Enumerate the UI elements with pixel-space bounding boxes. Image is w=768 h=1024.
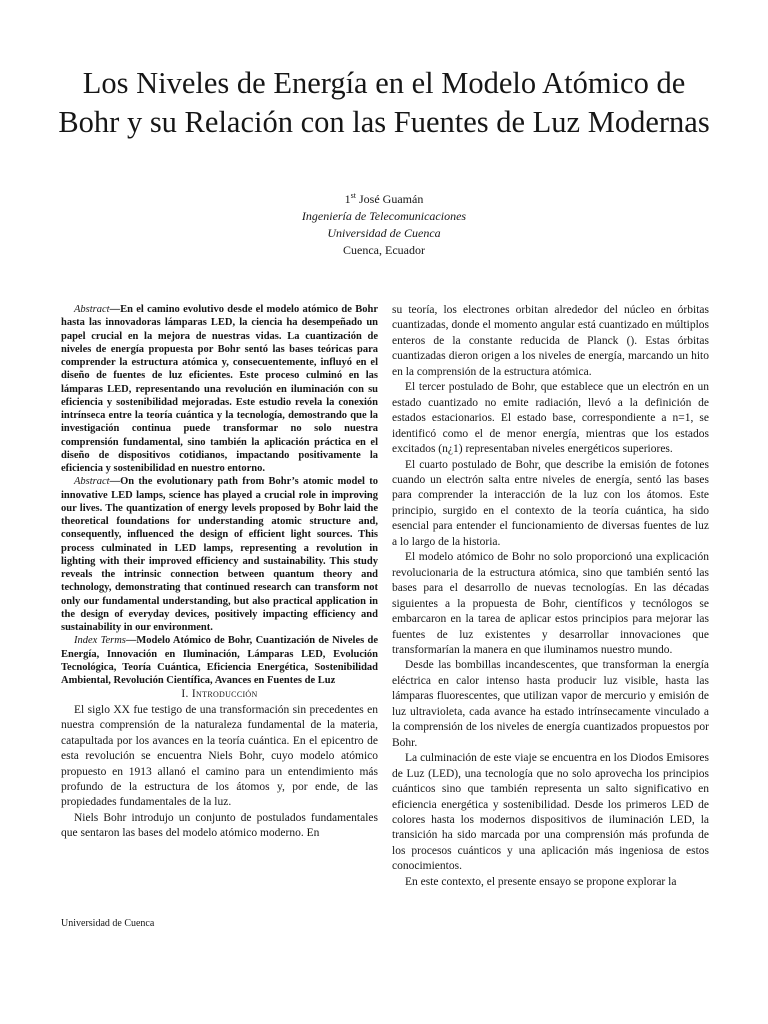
author-name-line (184, 191, 584, 208)
body-paragraph: La culminación de este viaje se encuentra en los Diodos Emisores de Luz (LED), una tecnología que no solo aprovecha los principios cuánticos sino que también representa un salto significativo en eficiencia energética y sostenibilidad. Desde los primeros LED de colores hasta los modernos dispositivos de iluminación LED, la transición ha sido marcada por una comprensión más profunda de los procesos cuánticos y una aplicación más ingeniosa de estos conocimientos. (392, 752, 709, 873)
abstracts-block (61, 303, 378, 687)
author-block (184, 191, 584, 259)
body-paragraph: En este contexto, el presente ensayo se propone explorar la (405, 875, 677, 888)
left-column (61, 303, 378, 842)
abstract-english-text: —On the evolutionary path from Bohr’s atomic model to innovative LED lamps, science has played a crucial role in improving our lives. The quantization of energy levels proposed by Bohr laid the theoretical foundations for understanding atomic structure and, consequently, influenced the design of efficient light sources. This process culminated in LED lamps, representing a revolution in lighting with their improved efficiency and sustainability. This study reveals the intrinsic connection between quantum theory and technology, demonstrating that continued research can transform not only our fundamental understanding, but also practical application in the design of everyday devices, positively impacting efficiency and sustainability in our environment. (61, 476, 378, 633)
author-location: Cuenca, Ecuador (343, 243, 425, 257)
section-title: Introducción (191, 688, 258, 701)
author-name: José Guamán (359, 192, 424, 206)
index-terms-text: —Modelo Atómico de Bohr, Cuantización de Niveles de Energía, Innovación en Iluminación, Lámparas LED, Evolución Tecnológica, Teoría Cuántica, Eficiencia Energética, Sostenibilidad Ambiental, Revolución Científica, Avances en Fuentes de Luz (61, 635, 378, 686)
abstract-label: Abstract (74, 304, 110, 315)
author-order-suffix: st (350, 191, 356, 200)
body-paragraph: Niels Bohr introdujo un conjunto de postulados fundamentales que sentaron las bases del modelo atómico moderno. En (61, 811, 378, 840)
body-paragraph: El cuarto postulado de Bohr, que describe la emisión de fotones cuando un electrón salta entre niveles de energía, sentó las bases para comprender la interacción de la luz con los átomos. Este principio, surgido en el contexto de la teoría cuántica, ha sido esencial para entender el funcionamiento de diversas fuentes de luz a lo largo de la historia. (392, 458, 709, 548)
body-paragraph: El siglo XX fue testigo de una transformación sin precedentes en nuestra comprensión de la naturaleza fundamental de la materia, catapultada por los avances en la teoría cuántica. En el epicentro de esta revolución se encuentra Niels Bohr, cuyo modelo atómico propuesto en 1913 allanó el camino para un entendimiento más profundo de la estructura de los átomos y, por ende, de las propiedades fundamentales de la luz. (61, 703, 378, 809)
index-terms-label: Index Terms (74, 635, 126, 647)
author-institution: Universidad de Cuenca (327, 226, 441, 240)
abstract-spanish-text: —En el camino evolutivo desde el modelo atómico de Bohr hasta las innovadoras lámparas LED, la ciencia ha desempeñado un papel crucial en la mejora de nuestras vidas. La cuantización de niveles de energía propuesta por Bohr sentó las bases teóricas para comprender la estructura atómica y, consecuentemente, influyó en el diseño de fuentes de luz eficientes. Este proceso culminó en las lámparas LED, representando una revolución en iluminación con su eficiencia y sostenibilidad mejoradas. Este estudio revela la conexión intrínseca entre la teoría cuántica y la tecnología, demostrando que la investigación continua puede transformar no solo nuestra comprensión fundamental, sino también la aplicación práctica en el diseño de dispositivos cotidianos, impactando positivamente la eficiencia y sostenibilidad en nuestro entorno. (61, 304, 378, 474)
right-column (392, 303, 709, 890)
section-number: I. (181, 688, 189, 701)
author-order: 1 (344, 192, 351, 206)
abstract-spanish (61, 303, 378, 475)
index-terms (61, 634, 378, 687)
abstract-label: Abstract (74, 476, 110, 488)
page-footer: Universidad de Cuenca (61, 918, 155, 929)
body-paragraph: Desde las bombillas incandescentes, que transforman la energía eléctrica en calor intenso hasta producir luz visible, hasta las lámparas fluorescentes, que utilizan vapor de mercurio y emisión de luz ultravioleta, cada avance ha estado intrínsecamente vinculado a la comprensión de los niveles de energía cuantizados propuestos por Bohr. (392, 659, 709, 749)
paper-title: Los Niveles de Energía en el Modelo Atómico de Bohr y su Relación con las Fuentes de Luz Modernas (58, 66, 710, 139)
section-heading (61, 687, 378, 702)
body-paragraph: El modelo atómico de Bohr no solo proporcionó una explicación revolucionaria de la estructura atómica, sino que también sentó las bases para el desarrollo de nuevas tecnologías. En las décadas siguientes a la propuesta de Bohr, científicos y tecnólogos se embarcaron en la tarea de aplicar estos principios para mejorar las fuentes de luz existentes y desarrollar innovaciones que transformarían la manera en que iluminamos nuestro mundo. (392, 551, 709, 656)
body-paragraph: El tercer postulado de Bohr, que establece que un electrón en un estado cuantizado no emite radiación, llevó a la definición de estados estacionarios. El estado base, correspondiente a n=1, se identificó como el de menor energía, mientras que los estados excitados (n¿1) representaban niveles energéticos superiores. (392, 381, 709, 456)
abstract-english (61, 475, 378, 634)
body-paragraph-continued: su teoría, los electrones orbitan alrededor del núcleo en órbitas cuantizadas, donde el momento angular está cuantizado en múltiplos enteros de la constante reducida de Planck (). Estas órbitas cuantizadas dieron origen a los niveles de energía, marcando un hito en la comprensión de la estructura atómica. (392, 304, 709, 378)
author-department: Ingeniería de Telecomunicaciones (301, 209, 467, 223)
